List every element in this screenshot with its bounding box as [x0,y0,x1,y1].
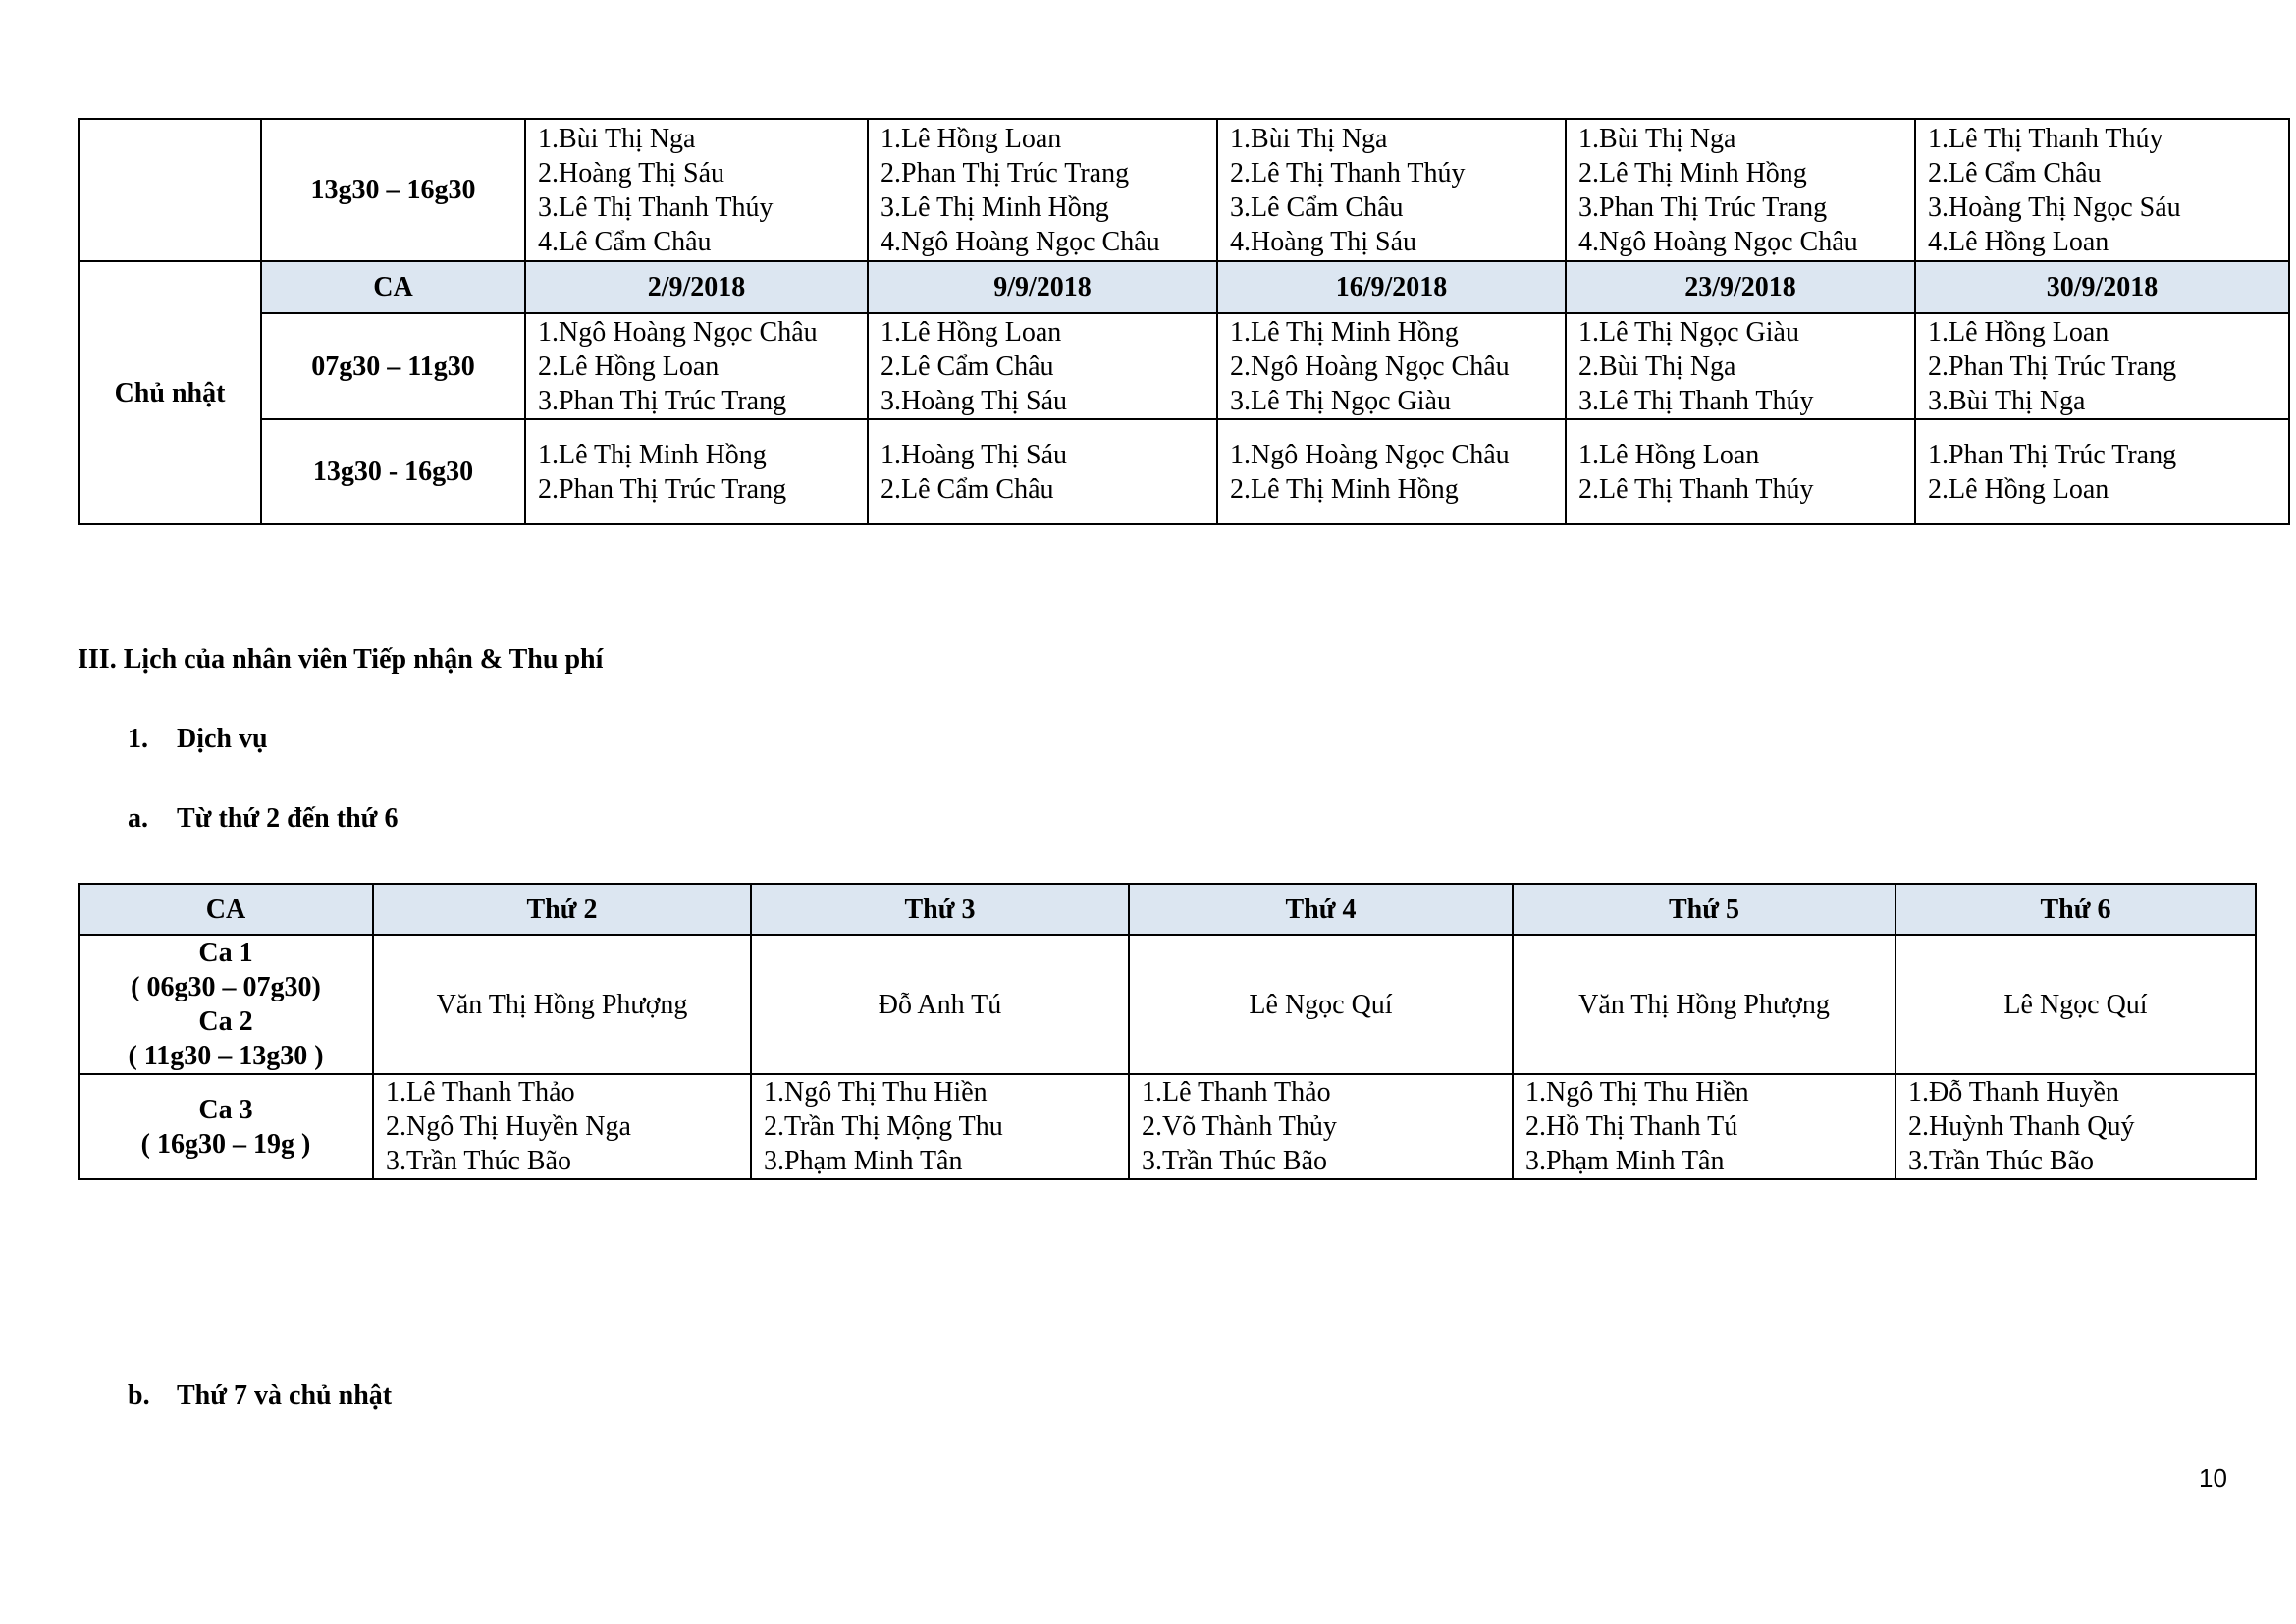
names-cell: 1.Lê Hồng Loan 2.Phan Thị Trúc Trang 3.Bùi Thị Nga [1915,313,2289,419]
date-header: 30/9/2018 [1915,261,2289,313]
column-header: Thứ 4 [1129,884,1513,935]
names-cell: 1.Đỗ Thanh Huyền 2.Huỳnh Thanh Quý 3.Trần Thúc Bão [1896,1074,2256,1179]
table-header-row [79,261,2289,313]
section-title: III. Lịch của nhân viên Tiếp nhận & Thu phí [78,644,604,675]
names-cell: 1.Bùi Thị Nga 2.Lê Thị Minh Hồng 3.Phan Thị Trúc Trang 4.Ngô Hoàng Ngọc Châu [1566,119,1915,261]
shift-label: Ca 1 ( 06g30 – 07g30) Ca 2 ( 11g30 – 13g30 ) [79,935,373,1074]
table-row [79,419,2289,524]
names-cell: 1.Bùi Thị Nga 2.Lê Thị Thanh Thúy 3.Lê Cẩm Châu 4.Hoàng Thị Sáu [1217,119,1566,261]
names-cell: 1.Lê Thanh Thảo 2.Ngô Thị Huyền Nga 3.Trần Thúc Bão [373,1074,751,1179]
day-label: Chủ nhật [79,261,261,524]
names-cell: 1.Ngô Thị Thu Hiền 2.Trần Thị Mộng Thu 3.Phạm Minh Tân [751,1074,1129,1179]
staff-cell: Lê Ngọc Quí [1129,935,1513,1074]
column-header: Thứ 2 [373,884,751,935]
ca-header: CA [261,261,525,313]
date-header: 9/9/2018 [868,261,1217,313]
page-number: 10 [2199,1463,2227,1492]
table-row [79,1074,2256,1179]
names-cell: 1.Lê Thị Minh Hồng 2.Phan Thị Trúc Trang [525,419,868,524]
names-cell: 1.Lê Thị Ngọc Giàu 2.Bùi Thị Nga 3.Lê Thị Thanh Thúy [1566,313,1915,419]
shift-time: 13g30 – 16g30 [261,119,525,261]
subsection-heading: 1. Dịch vụ [128,724,268,754]
names-cell: 1.Lê Hồng Loan 2.Lê Cẩm Châu 3.Hoàng Thị Sáu [868,313,1217,419]
day-cell [79,119,261,261]
column-header: Thứ 5 [1513,884,1896,935]
staff-cell: Văn Thị Hồng Phượng [1513,935,1896,1074]
names-cell: 1.Ngô Hoàng Ngọc Châu 2.Lê Thị Minh Hồng [1217,419,1566,524]
shift-time: 13g30 - 16g30 [261,419,525,524]
names-cell: 1.Lê Thị Minh Hồng 2.Ngô Hoàng Ngọc Châu 3.Lê Thị Ngọc Giàu [1217,313,1566,419]
table-row [79,935,2256,1074]
shift-time: 07g30 – 11g30 [261,313,525,419]
names-cell: 1.Lê Hồng Loan 2.Phan Thị Trúc Trang 3.Lê Thị Minh Hồng 4.Ngô Hoàng Ngọc Châu [868,119,1217,261]
names-cell: 1.Ngô Hoàng Ngọc Châu 2.Lê Hồng Loan 3.Phan Thị Trúc Trang [525,313,868,419]
staff-cell: Đỗ Anh Tú [751,935,1129,1074]
names-cell: 1.Ngô Thị Thu Hiền 2.Hồ Thị Thanh Tú 3.Phạm Minh Tân [1513,1074,1896,1179]
weekend-schedule-table [78,118,2290,525]
date-header: 23/9/2018 [1566,261,1915,313]
staff-cell: Văn Thị Hồng Phượng [373,935,751,1074]
shift-label: Ca 3 ( 16g30 – 19g ) [79,1074,373,1179]
table-header-row [79,884,2256,935]
names-cell: 1.Lê Hồng Loan 2.Lê Thị Thanh Thúy [1566,419,1915,524]
subsection-heading: a. Từ thứ 2 đến thứ 6 [128,803,399,834]
column-header: CA [79,884,373,935]
column-header: Thứ 3 [751,884,1129,935]
names-cell: 1.Phan Thị Trúc Trang 2.Lê Hồng Loan [1915,419,2289,524]
date-header: 16/9/2018 [1217,261,1566,313]
names-cell: 1.Lê Thị Thanh Thúy 2.Lê Cẩm Châu 3.Hoàng Thị Ngọc Sáu 4.Lê Hồng Loan [1915,119,2289,261]
column-header: Thứ 6 [1896,884,2256,935]
names-cell: 1.Bùi Thị Nga 2.Hoàng Thị Sáu 3.Lê Thị Thanh Thúy 4.Lê Cẩm Châu [525,119,868,261]
weekday-schedule-table [78,883,2257,1180]
date-header: 2/9/2018 [525,261,868,313]
table-row [79,313,2289,419]
table-row [79,119,2289,261]
names-cell: 1.Hoàng Thị Sáu 2.Lê Cẩm Châu [868,419,1217,524]
staff-cell: Lê Ngọc Quí [1896,935,2256,1074]
subsection-heading: b. Thứ 7 và chủ nhật [128,1380,393,1411]
names-cell: 1.Lê Thanh Thảo 2.Võ Thành Thủy 3.Trần Thúc Bão [1129,1074,1513,1179]
